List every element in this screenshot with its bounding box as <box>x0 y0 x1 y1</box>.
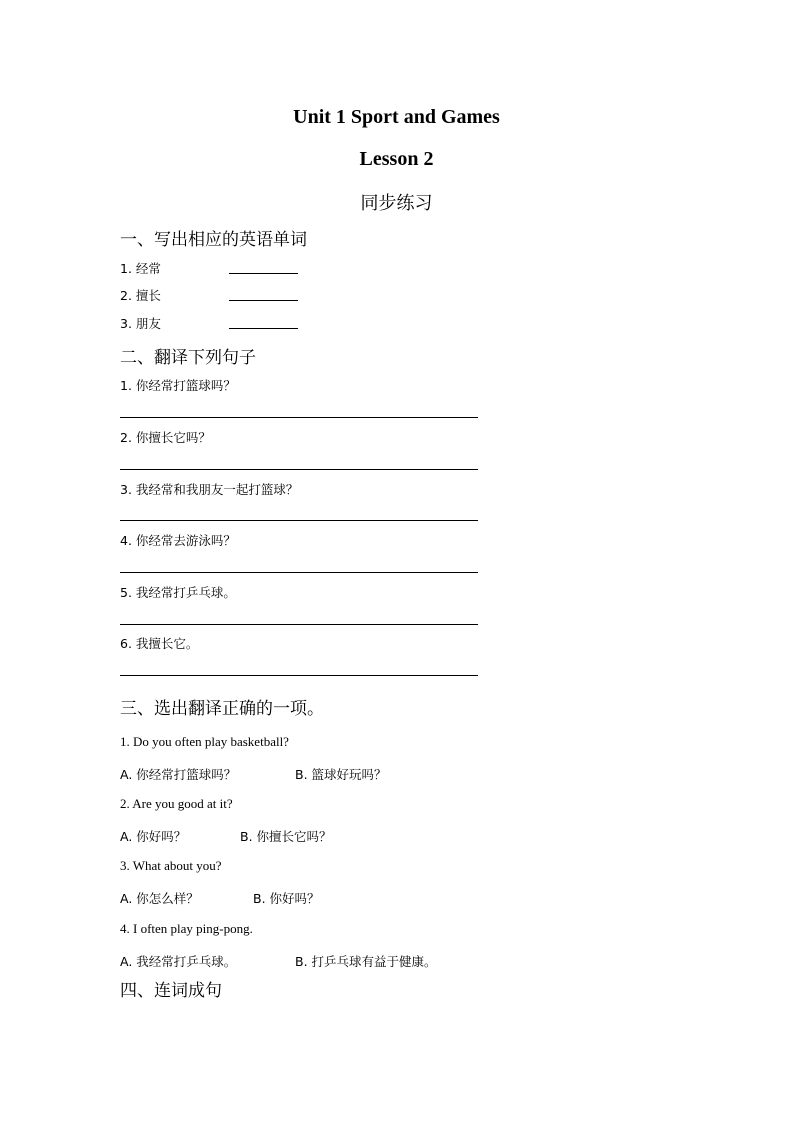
section-2-heading: 二、翻译下列句子 <box>120 348 256 368</box>
section-2-item: 1. 你经常打篮球吗？ <box>120 378 236 393</box>
section-2-item: 4. 你经常去游泳吗？ <box>120 533 236 548</box>
section-2-item: 2. 你擅长它吗？ <box>120 430 211 445</box>
answer-line[interactable] <box>120 520 478 521</box>
page-subtitle: 同步练习 <box>360 193 433 214</box>
option-a[interactable]: A. 我经常打乒乓球。 <box>120 954 237 969</box>
answer-blank[interactable] <box>229 328 298 329</box>
section-1-item: 2. 擅长 <box>120 288 161 303</box>
question-text: 1. Do you often play basketball? <box>120 734 289 749</box>
option-b[interactable]: B. 你擅长它吗？ <box>240 829 332 844</box>
option-b[interactable]: B. 篮球好玩吗？ <box>295 767 387 782</box>
answer-line[interactable] <box>120 417 478 418</box>
section-1-heading: 一、写出相应的英语单词 <box>120 230 307 250</box>
answer-line[interactable] <box>120 572 478 573</box>
answer-line[interactable] <box>120 675 478 676</box>
section-1-item: 1. 经常 <box>120 261 161 276</box>
question-text: 2. Are you good at it? <box>120 796 233 811</box>
answer-line[interactable] <box>120 469 478 470</box>
section-1-item: 3. 朋友 <box>120 316 161 331</box>
option-b[interactable]: B. 你好吗？ <box>253 891 320 906</box>
option-b[interactable]: B. 打乒乓球有益于健康。 <box>295 954 437 969</box>
section-3-heading: 三、选出翻译正确的一项。 <box>120 699 324 719</box>
option-a[interactable]: A. 你怎么样？ <box>120 891 199 906</box>
question-text: 3. What about you? <box>120 858 222 873</box>
answer-line[interactable] <box>120 624 478 625</box>
question-text: 4. I often play ping-pong. <box>120 921 253 936</box>
section-2-item: 5. 我经常打乒乓球。 <box>120 585 236 600</box>
answer-blank[interactable] <box>229 273 298 274</box>
option-a[interactable]: A. 你经常打篮球吗？ <box>120 767 237 782</box>
section-2-item: 6. 我擅长它。 <box>120 636 199 651</box>
section-4-heading: 四、连词成句 <box>120 981 222 1001</box>
page-title: Unit 1 Sport and Games <box>293 106 500 128</box>
answer-blank[interactable] <box>229 300 298 301</box>
section-2-item: 3. 我经常和我朋友一起打篮球？ <box>120 482 299 497</box>
option-a[interactable]: A. 你好吗？ <box>120 829 187 844</box>
lesson-title: Lesson 2 <box>359 148 434 170</box>
